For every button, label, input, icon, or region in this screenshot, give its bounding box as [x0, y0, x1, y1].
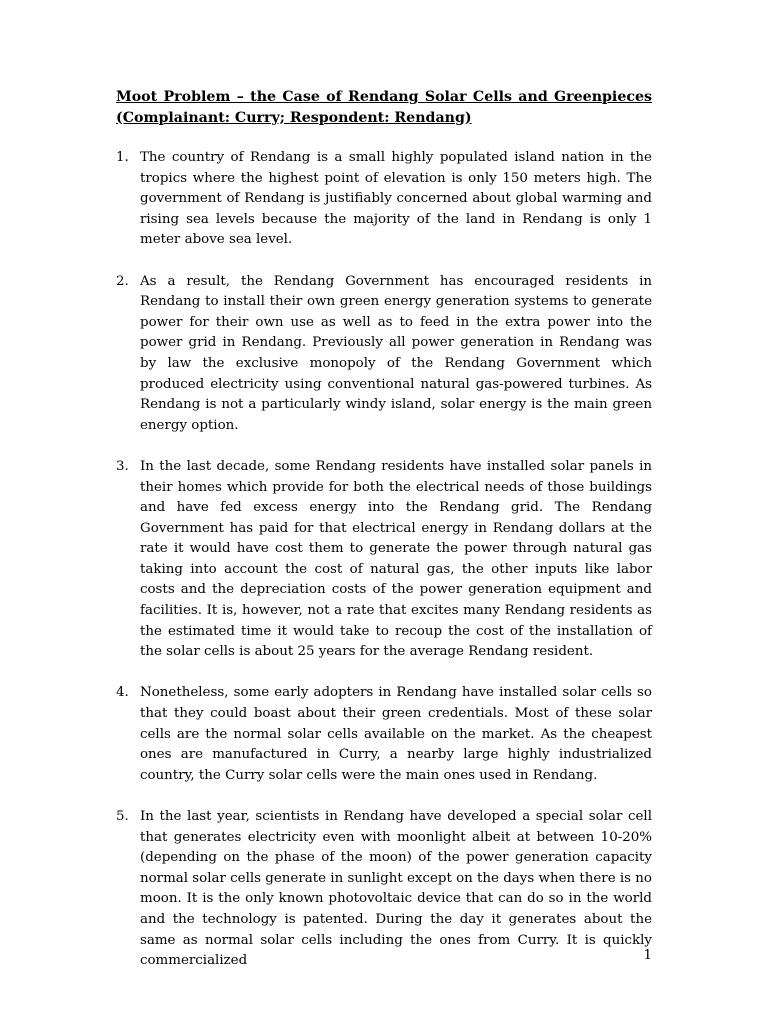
- title-line-1: Moot Problem – the Case of Rendang Solar Cells and Greenpieces: [116, 89, 652, 105]
- document-title: [116, 87, 652, 128]
- paragraph-number: 5.: [116, 809, 129, 824]
- paragraph-list: [116, 148, 652, 992]
- paragraph-text: As a result, the Rendang Government has encouraged residents in Rendang to install their own green energy generation systems to generate power for their own use as well as to feed in the extra power into the power grid in Rendang. Previously all power generation in Rendang was by law the exclusive monopoly of the Rendang Government which produced electricity using conventional natural gas-powered turbines. As Rendang is not a particularly windy island, solar energy is the main green energy option.: [140, 273, 652, 433]
- page-number: 1: [643, 948, 652, 963]
- paragraph-2: [116, 272, 652, 437]
- paragraph-text: In the last decade, some Rendang residents have installed solar panels in their homes which provide for both the electrical needs of those buildings and have fed excess energy into the Rendang grid. The Rendang Government has paid for that electrical energy in Rendang dollars at the rate it would have cost them to generate the power through natural gas taking into account the cost of natural gas, the other inputs like labor costs and the depreciation costs of the power generation equipment and facilities. It is, however, not a rate that excites many Rendang residents as the estimated time it would take to recoup the cost of the installation of the solar cells is about 25 years for the average Rendang resident.: [140, 458, 652, 660]
- paragraph-4: [116, 683, 652, 786]
- paragraph-number: 2.: [116, 273, 129, 289]
- paragraph-1: [116, 148, 652, 251]
- paragraph-5: [116, 807, 652, 972]
- paragraph-text: The country of Rendang is a small highly populated island nation in the tropics where the highest point of elevation is only 150 meters high. The government of Rendang is justifiably concerned about global warming and rising sea levels because the majority of the land in Rendang is only 1 meter above sea level.: [140, 150, 652, 248]
- title-line-2: (Complainant: Curry; Respondent: Rendang): [116, 109, 472, 126]
- paragraph-number: 4.: [116, 685, 129, 701]
- paragraph-text: Nonetheless, some early adopters in Rendang have installed solar cells so that they could boast about their green credentials. Most of these solar cells are the normal solar cells available on the market. As the cheapest ones are manufactured in Curry, a nearby large highly industrialized country, the Curry solar cells were the main ones used in Rendang.: [140, 685, 652, 783]
- paragraph-text: In the last year, scientists in Rendang have developed a special solar cell that generates electricity even with moonlight albeit at between 10-20% (depending on the phase of the moon) of the power generation capacity normal solar cells generate in sunlight except on the days when there is no moon. It is the only known photovoltaic device that can do so in the world and the technology is patented. During the day it generates about the same as normal solar cells including the ones from Curry. It is quickly commercialized: [140, 809, 652, 969]
- paragraph-number: 1.: [116, 150, 129, 165]
- paragraph-3: [116, 457, 652, 663]
- paragraph-number: 3.: [116, 458, 129, 474]
